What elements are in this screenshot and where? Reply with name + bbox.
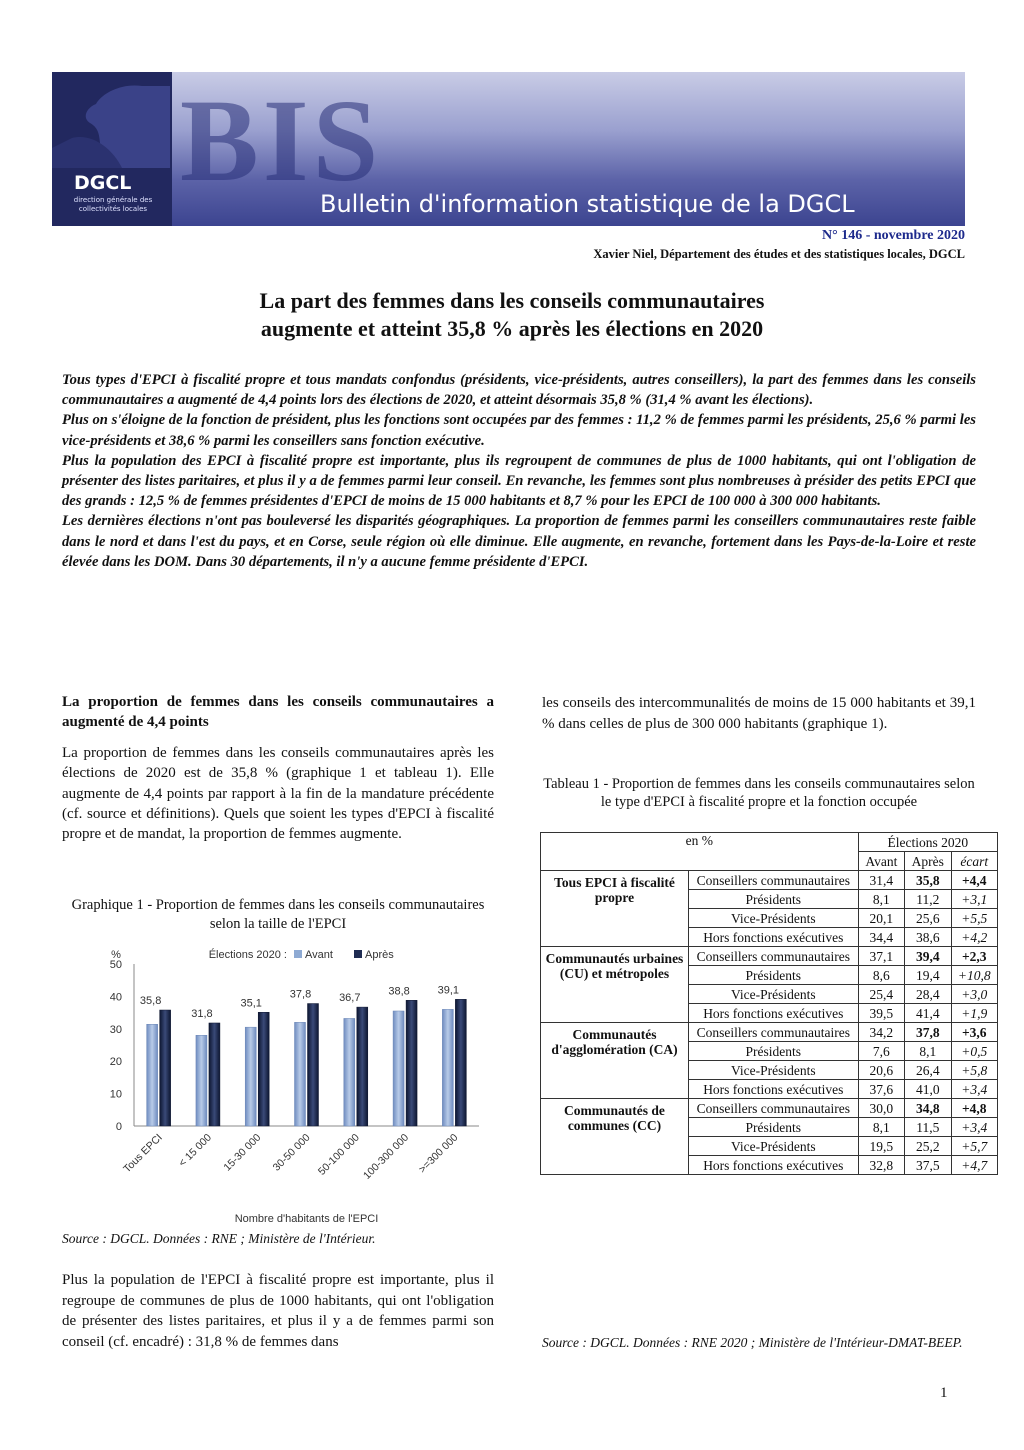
table-value-before: 34,2 [858, 1023, 904, 1042]
table-value-gap: +5,5 [951, 909, 997, 928]
bar-après [357, 1007, 368, 1126]
bar-avant [393, 1011, 404, 1126]
table-value-before: 30,0 [858, 1099, 904, 1118]
table-value-after: 34,8 [905, 1099, 951, 1118]
table-function-cell: Conseillers communautaires [689, 1023, 859, 1042]
table-function-cell: Présidents [689, 1118, 859, 1137]
author-line: Xavier Niel, Département des études et des statistiques locales, DGCL [593, 247, 965, 261]
page-number: 1 [940, 1385, 948, 1401]
data-label: 31,8 [191, 1007, 213, 1020]
bar-avant [295, 1022, 306, 1126]
table-value-gap: +3,0 [951, 985, 997, 1004]
chart-legend [209, 948, 395, 961]
table-value-before: 8,1 [858, 890, 904, 909]
data-label: 39,1 [437, 984, 460, 997]
legend-label: Après [365, 949, 394, 961]
abstract [62, 370, 976, 572]
data-label: 38,8 [388, 985, 410, 998]
table-function-cell: Vice-Présidents [689, 1061, 859, 1080]
title-line-2: augmente et atteint 35,8 % après les élections en 2020 [260, 316, 764, 341]
legend-swatch [294, 950, 302, 958]
bar-avant [196, 1035, 207, 1126]
table-function-cell: Présidents [689, 1042, 859, 1061]
dgcl-label: DGCL [74, 172, 132, 194]
table-unit: en % [541, 833, 859, 871]
data-label: 36,7 [339, 992, 361, 1005]
table-value-after: 11,5 [905, 1118, 951, 1137]
table-title: Tableau 1 - Proportion de femmes dans les conseils communautaires selon le type d'EPCI à fiscalité propre et la fonction occupée [543, 776, 975, 810]
y-tick-label: 40 [109, 991, 122, 1004]
table-value-gap: +3,6 [951, 1023, 997, 1042]
y-tick-label: 50 [109, 959, 122, 971]
table-value-gap: +1,9 [951, 1004, 997, 1023]
chart-title: Graphique 1 - Proportion de femmes dans les conseils communautaires selon la taille de l'EPCI [71, 897, 485, 932]
table-value-before: 34,4 [858, 928, 904, 947]
table-value-after: 35,8 [905, 871, 951, 890]
x-tick-label: Tous EPCI [121, 1131, 165, 1176]
x-tick-label: 15-30 000 [221, 1131, 264, 1174]
table-value-before: 37,1 [858, 947, 904, 966]
table-value-gap: +0,5 [951, 1042, 997, 1061]
table-value-after: 25,6 [905, 909, 951, 928]
table-value-after: 37,5 [905, 1156, 951, 1175]
table-value-gap: +4,8 [951, 1099, 997, 1118]
table-function-cell: Vice-Présidents [689, 909, 859, 928]
table-value-before: 31,4 [858, 871, 904, 890]
table-group-header: Élections 2020 [858, 833, 997, 852]
dgcl-subtitle: direction générale des collectivités locales [73, 196, 153, 213]
body-paragraph-3: les conseils des intercommunalités de moins de 15 000 habitants et 39,1 % dans celles de plus de 300 000 habitants (graphique 1). [542, 695, 976, 732]
table-value-before: 7,6 [858, 1042, 904, 1061]
bulletin-banner [52, 72, 965, 226]
table-function-cell: Présidents [689, 966, 859, 985]
table-function-cell: Vice-Présidents [689, 985, 859, 1004]
table-value-before: 8,6 [858, 966, 904, 985]
table-value-after: 25,2 [905, 1137, 951, 1156]
legend-swatch [354, 950, 362, 958]
table-value-before: 32,8 [858, 1156, 904, 1175]
table-function-cell: Hors fonctions exécutives [689, 1156, 859, 1175]
table-function-cell: Hors fonctions exécutives [689, 1080, 859, 1099]
y-tick-label: 0 [115, 1121, 122, 1133]
legend-title: Élections 2020 : [208, 949, 287, 961]
table-source: Source : DGCL. Données : RNE 2020 ; Ministère de l'Intérieur-DMAT-BEEP. [542, 1335, 963, 1350]
table-row [541, 947, 998, 966]
table-group-label: Communautés d'agglomération (CA) [541, 1023, 689, 1099]
y-tick-label: 10 [109, 1088, 122, 1101]
abstract-paragraph: Plus on s'éloigne de la fonction de président, plus les fonctions sont occupées par des femmes : 11,2 % de femmes parmi les présidents, 25,6 % parmi les vice-présidents et 38,6 % parmi les conseillers sans fonction exécutive. [62, 412, 976, 449]
y-tick-label: 30 [109, 1023, 122, 1036]
table-value-gap: +3,1 [951, 890, 997, 909]
abstract-paragraph: Plus la population des EPCI à fiscalité propre est importante, plus ils regroupent de communes de plus de 1000 habitants, qui ont l'obligation de présenter des listes paritaires, et plus il y a de femmes parmi leur conseil. En revanche, les femmes sont plus nombreuses à présider des petits EPCI que des grands : 12,5 % de femmes présidentes d'EPCI de moins de 15 000 habitants et 8,7 % pour les EPCI de 100 000 à 300 000 habitants. [62, 452, 976, 510]
table-value-gap: +3,4 [951, 1118, 997, 1137]
table-value-before: 39,5 [858, 1004, 904, 1023]
bar-après [258, 1012, 269, 1126]
x-axis-label: Nombre d'habitants de l'EPCI [234, 1213, 379, 1225]
bar-avant [442, 1009, 453, 1126]
x-tick-label: 100-300 000 [360, 1131, 412, 1182]
table-value-after: 37,8 [905, 1023, 951, 1042]
table-value-before: 37,6 [858, 1080, 904, 1099]
table-value-gap: +4,7 [951, 1156, 997, 1175]
table-value-gap: +4,2 [951, 928, 997, 947]
table-value-after: 38,6 [905, 928, 951, 947]
body-paragraph-2: Plus la population de l'EPCI à fiscalité propre est importante, plus il regroupe de communes de plus de 1000 habitants, qui ont l'obligation de présenter des listes paritaires, et plus il y a de femmes parmi son conseil (cf. encadré) : 31,8 % de femmes dans [62, 1272, 494, 1350]
table-value-after: 26,4 [905, 1061, 951, 1080]
section-heading: La proportion de femmes dans les conseils communautaires a augmenté de 4,4 points [62, 694, 494, 730]
table-header-row [541, 833, 998, 852]
x-tick-label: 50-100 000 [315, 1131, 362, 1178]
table-value-gap: +10,8 [951, 966, 997, 985]
table-value-before: 19,5 [858, 1137, 904, 1156]
table-function-cell: Présidents [689, 890, 859, 909]
table-value-before: 25,4 [858, 985, 904, 1004]
table-value-gap: +5,8 [951, 1061, 997, 1080]
data-label: 35,1 [240, 997, 262, 1010]
bis-logo: BIS [180, 75, 383, 206]
bulletin-title: Bulletin d'information statistique de la DGCL [320, 190, 855, 218]
table-value-after: 39,4 [905, 947, 951, 966]
marianne-profile-icon [52, 78, 170, 168]
bar-avant [147, 1024, 158, 1126]
table-row [541, 871, 998, 890]
table-value-after: 11,2 [905, 890, 951, 909]
table-function-cell: Hors fonctions exécutives [689, 1004, 859, 1023]
table-group-label: Communautés urbaines (CU) et métropoles [541, 947, 689, 1023]
table-value-after: 28,4 [905, 985, 951, 1004]
table-value-gap: +3,4 [951, 1080, 997, 1099]
bar-après [308, 1004, 319, 1126]
data-label: 37,8 [289, 988, 312, 1001]
y-tick-label: 20 [109, 1056, 122, 1069]
table-value-gap: +5,7 [951, 1137, 997, 1156]
table-function-cell: Vice-Présidents [689, 1137, 859, 1156]
main-title [60, 287, 964, 343]
table-column-header: Après [905, 852, 951, 871]
y-axis-label: % [111, 949, 121, 961]
bar-après [406, 1000, 417, 1126]
dgcl-logo-block [52, 72, 172, 226]
table-value-after: 41,4 [905, 1004, 951, 1023]
table-value-after: 19,4 [905, 966, 951, 985]
table-value-after: 8,1 [905, 1042, 951, 1061]
table-group-label: Communautés de communes (CC) [541, 1099, 689, 1175]
table-column-header: Avant [858, 852, 904, 871]
bar-avant [344, 1018, 355, 1126]
body-paragraph-1: La proportion de femmes dans les conseils communautaires après les élections de 2020 est de 35,8 % (graphique 1 et tableau 1). Elle augmente de 4,4 points par rapport à la fin de la mandature précédente (cf. source et définitions). Quels que soient les types d'EPCI à fiscalité propre et de mandat, la proportion de femmes augmente. [62, 745, 494, 843]
data-table [540, 832, 998, 1175]
table-row [541, 1023, 998, 1042]
title-line-1: La part des femmes dans les conseils communautaires [259, 288, 765, 313]
table-function-cell: Conseillers communautaires [689, 1099, 859, 1118]
issue-number: N° 146 - novembre 2020 [822, 228, 965, 243]
data-label: 35,8 [139, 995, 162, 1008]
x-tick-label: < 15 000 [176, 1131, 215, 1170]
bar-après [160, 1010, 171, 1126]
table-function-cell: Conseillers communautaires [689, 871, 859, 890]
table-value-before: 8,1 [858, 1118, 904, 1137]
table-value-before: 20,1 [858, 909, 904, 928]
legend-label: Avant [305, 949, 333, 961]
bar-après [455, 999, 466, 1126]
x-tick-label: >=300 000 [416, 1131, 461, 1176]
table-function-cell: Conseillers communautaires [689, 947, 859, 966]
table-function-cell: Hors fonctions exécutives [689, 928, 859, 947]
table-value-after: 41,0 [905, 1080, 951, 1099]
table-column-header: écart [951, 852, 997, 871]
x-tick-label: 30-50 000 [270, 1131, 313, 1174]
bar-chart [62, 938, 492, 1230]
table-value-gap: +4,4 [951, 871, 997, 890]
table-value-gap: +2,3 [951, 947, 997, 966]
abstract-paragraph: Les dernières élections n'ont pas bouleversé les disparités géographiques. La proportion de femmes parmi les conseillers communautaires reste faible dans le nord et dans l'est du pays, et en Corse, seule région où elle diminue. Elle augmente, en revanche, fortement dans les Pays-de-la-Loire et reste élevée dans les DOM. Dans 30 départements, il n'y a aucune femme présidente d'EPCI. [62, 513, 976, 570]
chart-source: Source : DGCL. Données : RNE ; Ministère de l'Intérieur. [62, 1231, 376, 1246]
table-value-before: 20,6 [858, 1061, 904, 1080]
table-row [541, 1099, 998, 1118]
bar-avant [245, 1027, 256, 1126]
table-group-label: Tous EPCI à fiscalité propre [541, 871, 689, 947]
bar-après [209, 1023, 220, 1126]
abstract-paragraph: Tous types d'EPCI à fiscalité propre et tous mandats confondus (présidents, vice-présidents, autres conseillers), la part des femmes dans les conseils communautaires a augmenté de 4,4 points lors des élections de 2020, et atteint désormais 35,8 % (31,4 % avant les élections). [62, 372, 976, 409]
